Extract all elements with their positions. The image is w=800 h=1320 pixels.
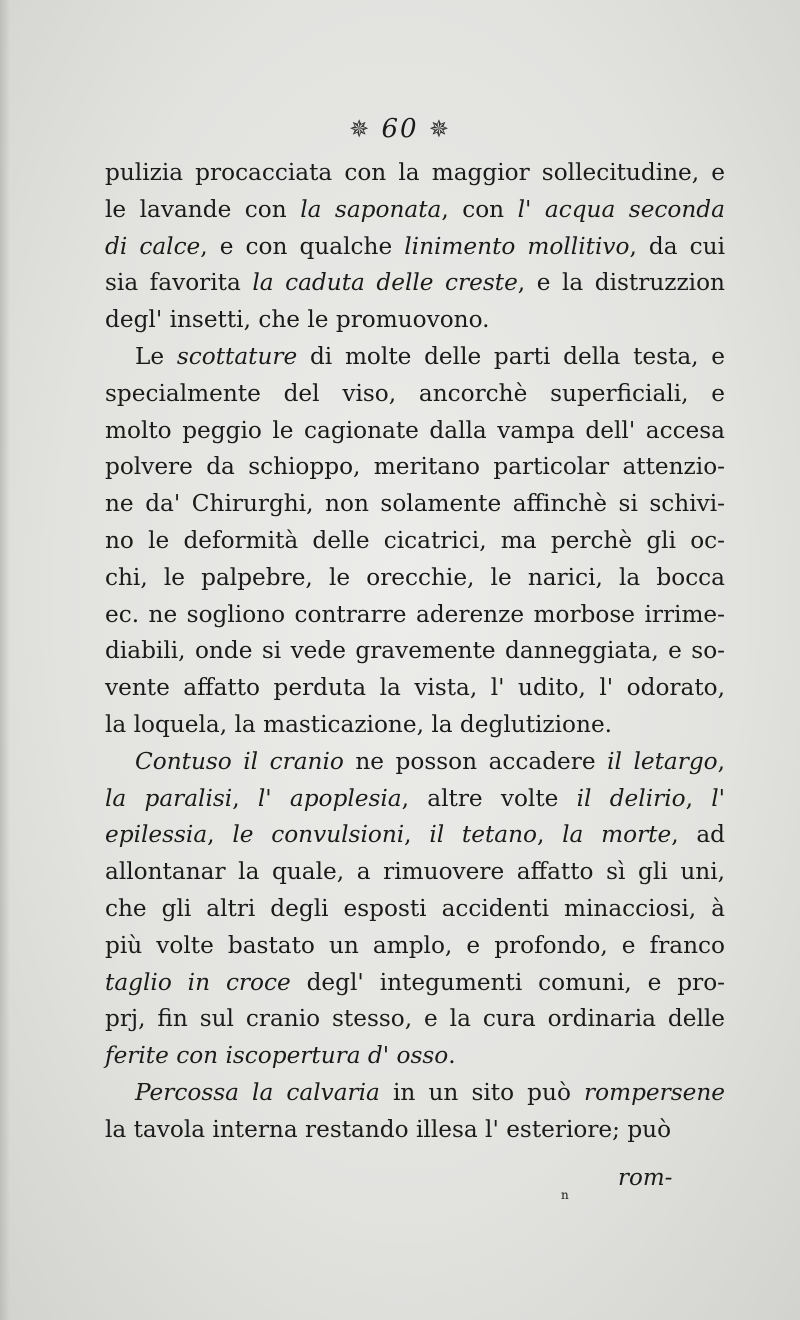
italic-segment: la morte	[562, 821, 672, 849]
text-line	[105, 633, 725, 670]
text-segment: , con	[441, 195, 518, 223]
text-segment: , e con qualche	[200, 232, 405, 260]
text-segment: ,	[717, 747, 725, 775]
italic-segment: l'	[711, 784, 725, 812]
text-segment: prj, fin sul cranio stesso, e la cura ordinaria delle	[105, 1005, 725, 1033]
italic-segment: taglio in croce	[105, 968, 291, 996]
text-segment: diabili, onde si vede gravemente danneggiata, e so-	[105, 637, 725, 665]
text-segment: .	[448, 1042, 456, 1070]
text-segment: ,	[685, 784, 712, 812]
text-segment: Le	[135, 342, 177, 370]
text-segment: ,	[404, 821, 430, 849]
text-segment: ,	[536, 821, 563, 849]
ornament-right-icon: ✵	[428, 115, 451, 143]
paragraph	[105, 744, 725, 1075]
italic-segment: Contuso il cranio	[135, 747, 344, 775]
italic-segment: epilessia	[105, 821, 208, 849]
text-segment: che gli altri degli esposti accidenti minacciosi, à	[105, 894, 725, 922]
text-segment: , e la distruzzion	[517, 269, 725, 297]
text-line	[105, 560, 725, 597]
text-line	[105, 339, 725, 376]
text-line	[105, 965, 725, 1002]
signature-mark: n	[561, 1188, 569, 1202]
italic-segment: scottature	[176, 342, 298, 370]
italic-segment: la caduta delle creste	[252, 269, 518, 297]
text-segment: chi, le palpebre, le orecchie, le narici, la bocca	[105, 563, 725, 591]
italic-segment: il delirio	[576, 784, 686, 812]
italic-segment: rompersene	[584, 1078, 725, 1106]
text-line	[105, 744, 725, 781]
paragraph	[105, 339, 725, 744]
italic-segment: il tetano	[429, 821, 537, 849]
text-segment: in un sito può	[379, 1078, 585, 1106]
text-segment: degl' insetti, che le promuovono.	[105, 306, 490, 334]
italic-segment: ferite con iscopertura d' osso	[105, 1042, 449, 1070]
text-segment: la tavola interna restando illesa l' esteriore; può	[105, 1115, 672, 1143]
text-segment: , ad	[671, 821, 726, 849]
text-line	[105, 413, 725, 450]
italic-segment: il letargo	[607, 747, 718, 775]
text-line	[105, 670, 725, 707]
body-text	[105, 155, 725, 1149]
text-line	[105, 302, 725, 339]
text-segment: sia favorita	[105, 269, 253, 297]
italic-segment: la paralisi	[105, 784, 233, 812]
text-line	[105, 781, 725, 818]
text-segment: degl' integumenti comuni, e pro-	[290, 968, 725, 996]
italic-segment: le convulsioni	[232, 821, 405, 849]
text-segment: le lavande con	[105, 195, 301, 223]
italic-segment: Percossa la calvaria	[135, 1078, 380, 1106]
italic-segment: l' apoplesia	[257, 784, 402, 812]
paragraph	[105, 1075, 725, 1149]
text-line	[105, 1001, 725, 1038]
text-line	[105, 449, 725, 486]
text-line	[105, 376, 725, 413]
text-line	[105, 265, 725, 302]
text-segment: ,	[207, 821, 233, 849]
text-segment: di molte delle parti della testa, e	[297, 342, 725, 370]
text-segment: pulizia procacciata con la maggior sollecitudine, e	[105, 159, 725, 186]
text-segment: vente affatto perduta la vista, l' udito, l' odorato,	[105, 674, 725, 702]
text-line	[105, 817, 725, 854]
italic-segment: linimento mollitivo	[404, 232, 630, 260]
text-line	[105, 854, 725, 891]
text-line	[105, 192, 725, 229]
text-segment: ,	[232, 784, 258, 812]
text-line	[105, 155, 725, 192]
text-line	[105, 1038, 725, 1075]
text-line	[105, 707, 725, 744]
paragraph	[105, 155, 725, 339]
text-segment: ne da' Chirurghi, non solamente affinchè si schivi-	[105, 490, 725, 518]
page-number: 60	[381, 114, 419, 144]
text-segment: no le deformità delle cicatrici, ma perchè gli oc-	[105, 526, 725, 554]
text-line	[105, 1075, 725, 1112]
text-segment: molto peggio le cagionate dalla vampa dell' accesa	[105, 416, 725, 444]
text-segment: ne posson accadere	[343, 747, 608, 775]
italic-segment: l' acqua seconda	[517, 195, 725, 223]
text-segment: polvere da schioppo, meritano particolar attenzio-	[105, 453, 725, 481]
text-line	[105, 229, 725, 266]
text-segment: specialmente del viso, ancorchè superficiali, e	[105, 379, 725, 407]
text-segment: ec. ne sogliono contrarre aderenze morbose irrime-	[105, 600, 725, 628]
catchword: rom-	[618, 1165, 673, 1191]
text-line	[105, 1112, 725, 1149]
text-segment: più volte bastato un amplo, e profondo, e franco	[105, 931, 725, 959]
text-line	[105, 597, 725, 634]
italic-segment: la saponata	[300, 195, 442, 223]
ornament-left-icon: ✵	[349, 115, 372, 143]
text-line	[105, 928, 725, 965]
text-segment: , altre volte	[401, 784, 577, 812]
page-edge-shadow	[0, 0, 10, 1320]
text-segment: , da cui	[629, 232, 725, 260]
text-segment: la loquela, la masticazione, la deglutizione.	[105, 710, 613, 738]
text-segment: allontanar la quale, a rimuovere affatto sì gli uni,	[105, 858, 725, 886]
text-line	[105, 486, 725, 523]
italic-segment: di calce	[105, 232, 201, 260]
page-header	[0, 114, 800, 144]
text-line	[105, 523, 725, 560]
text-line	[105, 891, 725, 928]
